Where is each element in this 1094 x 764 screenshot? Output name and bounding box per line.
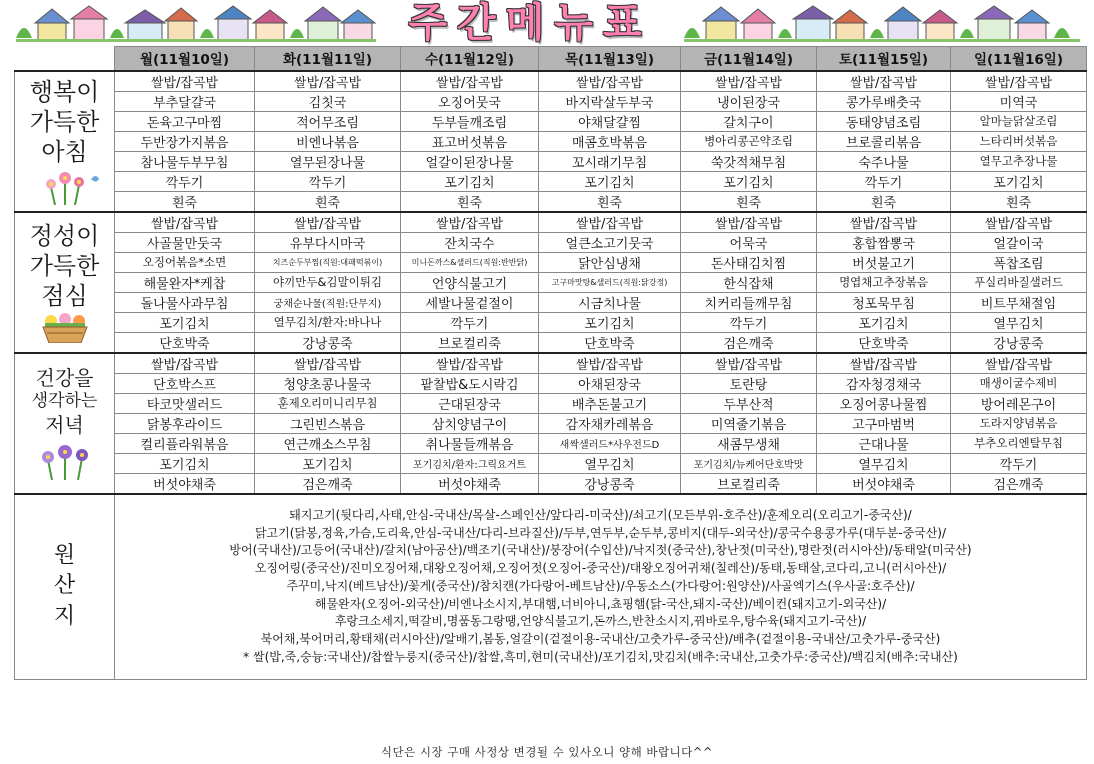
menu-cell: 포기김치 xyxy=(539,171,681,191)
menu-cell: 숙주나물 xyxy=(817,151,951,171)
origin-label-line-1: 원 xyxy=(53,542,76,568)
menu-cell: 두부산적 xyxy=(681,393,817,413)
porridge-cell: 흰죽 xyxy=(681,191,817,212)
lunch-row-2 xyxy=(15,232,1087,252)
menu-cell: 팥찰밥&도시락김 xyxy=(401,373,539,393)
menu-cell: 포기김치 xyxy=(681,171,817,191)
menu-cell: 두반장가지볶음 xyxy=(115,131,255,151)
menu-cell: 표고버섯볶음 xyxy=(401,131,539,151)
menu-cell: 아채된장국 xyxy=(539,373,681,393)
porridge-cell: 브로컬리죽 xyxy=(681,473,817,494)
menu-cell: 쌀밥/잡곡밥 xyxy=(817,212,951,233)
porridge-cell: 검은깨죽 xyxy=(681,332,817,353)
origin-row xyxy=(15,494,1087,680)
menu-cell: 폭찹조림 xyxy=(951,252,1087,272)
menu-cell: 쌀밥/잡곡밥 xyxy=(951,212,1087,233)
menu-cell: 근대된장국 xyxy=(401,393,539,413)
lunch-row-4 xyxy=(15,272,1087,292)
dinner-row-3 xyxy=(15,393,1087,413)
menu-cell: 열무김치 xyxy=(539,453,681,473)
porridge-cell: 검은깨죽 xyxy=(951,473,1087,494)
menu-cell: 쌀밥/잡곡밥 xyxy=(401,353,539,374)
menu-cell: 삼치양념구이 xyxy=(401,413,539,433)
dinner-label-line-3: 저녁 xyxy=(45,412,84,437)
menu-cell: 깍두기 xyxy=(681,312,817,332)
menu-cell: 열무고추장나물 xyxy=(951,151,1087,171)
origin-label-line-2: 산 xyxy=(53,573,76,599)
menu-cell: 쌀밥/잡곡밥 xyxy=(681,212,817,233)
menu-cell: 취나물들깨볶음 xyxy=(401,433,539,453)
breakfast-label-line-3: 아침 xyxy=(41,138,88,166)
menu-cell: 해물완자*케찹 xyxy=(115,272,255,292)
day-header-sun: 일(11월16일) xyxy=(951,47,1087,71)
menu-cell: 포기김치 xyxy=(539,312,681,332)
menu-cell: 갈치구이 xyxy=(681,111,817,131)
menu-cell: 방어레몬구이 xyxy=(951,393,1087,413)
menu-cell: 쌀밥/잡곡밥 xyxy=(255,71,401,92)
menu-cell: 깍두기 xyxy=(951,453,1087,473)
origin-line: 해물완자(오징어-외국산)/비엔나소시지,부대햄,너비아니,쵸핑햄(닭-국산,돼지-국산)/베이컨(돼지고기-외국산)/ xyxy=(314,596,887,611)
menu-cell: 타코맛샐러드 xyxy=(115,393,255,413)
menu-cell: 쌀밥/잡곡밥 xyxy=(115,212,255,233)
breakfast-row-1 xyxy=(15,71,1087,92)
origin-line: 오징어링(중국산)/진미오징어채,대왕오징어채,오징어젓(오징어-중국산)/대왕오징어귀채(칠레산)/동태,동태살,코다리,고니(러시아산)/ xyxy=(254,561,947,576)
lunch-label-line-2: 가득한 xyxy=(29,252,100,280)
dinner-label-cell xyxy=(15,353,115,494)
menu-cell: 시금치나물 xyxy=(539,292,681,312)
lunch-label-line-3: 점심 xyxy=(41,282,88,310)
breakfast-row-2 xyxy=(15,91,1087,111)
menu-cell: 쑥갓적채무침 xyxy=(681,151,817,171)
porridge-cell: 단호박죽 xyxy=(817,332,951,353)
menu-cell: 적어무조림 xyxy=(255,111,401,131)
menu-cell: 쌀밥/잡곡밥 xyxy=(681,353,817,374)
lunch-row-3 xyxy=(15,252,1087,272)
menu-cell: 부추오리엔탈무침 xyxy=(951,433,1087,453)
menu-cell: 미역줄기볶음 xyxy=(681,413,817,433)
menu-cell: 얼갈이된장나물 xyxy=(401,151,539,171)
menu-cell: 참나물두부무침 xyxy=(115,151,255,171)
menu-cell: 연근깨소스무침 xyxy=(255,433,401,453)
menu-cell: 돌나물사과무침 xyxy=(115,292,255,312)
porridge-cell: 브로컬리죽 xyxy=(401,332,539,353)
porridge-cell: 단호박죽 xyxy=(539,332,681,353)
dinner-porridge-row xyxy=(15,473,1087,494)
menu-cell: 꼬시래기무침 xyxy=(539,151,681,171)
porridge-cell: 흰죽 xyxy=(951,191,1087,212)
menu-cell: 돈사태김치찜 xyxy=(681,252,817,272)
houses-decoration-right xyxy=(684,4,1080,42)
menu-cell: 쌀밥/잡곡밥 xyxy=(539,353,681,374)
flower-icon xyxy=(25,169,105,205)
menu-cell: 포기김치/환자:그릭요거트 xyxy=(401,453,539,473)
porridge-cell: 흰죽 xyxy=(539,191,681,212)
breakfast-row-4 xyxy=(15,131,1087,151)
menu-cell: 브로콜리볶음 xyxy=(817,131,951,151)
dinner-row-2 xyxy=(15,373,1087,393)
menu-cell: 비트무채절임 xyxy=(951,292,1087,312)
menu-cell: 포기김치 xyxy=(255,453,401,473)
menu-cell: 닭봉후라이드 xyxy=(115,413,255,433)
page-title: 주간메뉴표 xyxy=(408,0,652,46)
menu-cell: 열무김치 xyxy=(817,453,951,473)
breakfast-label-cell xyxy=(15,71,115,212)
dinner-row-1 xyxy=(15,353,1087,374)
porridge-cell: 검은깨죽 xyxy=(255,473,401,494)
menu-cell: 느타리버섯볶음 xyxy=(951,131,1087,151)
menu-cell: 돈육고구마찜 xyxy=(115,111,255,131)
menu-cell: 바지락살두부국 xyxy=(539,91,681,111)
origin-line: 북어채,북어머리,황태채(러시아산)/알배기,봄동,얼갈이(겉절이용-국내산/고춧가루-중국산)/배추(겉절이용-국내산/고춧가루-중국산) xyxy=(260,632,941,646)
origin-line: 방어(국내산)/고등어(국내산)/갈치(남아공산)/백조기(국내산)/붕장어(수입산)/낙지젓(중국산),창난젓(미국산),명란젓(러시아산)/동태알(미국산) xyxy=(229,543,972,558)
menu-cell: 배추돈불고기 xyxy=(539,393,681,413)
menu-cell: 궁채순나물(직원:단무지) xyxy=(255,292,401,312)
menu-cell: 콩가루배춧국 xyxy=(817,91,951,111)
menu-cell: 얼갈이국 xyxy=(951,232,1087,252)
weekly-menu-table xyxy=(14,46,1087,680)
menu-cell: 포기김치 xyxy=(115,312,255,332)
menu-cell: 닭안심냉채 xyxy=(539,252,681,272)
menu-cell: 세발나물겉절이 xyxy=(401,292,539,312)
menu-cell: 얼큰소고기뭇국 xyxy=(539,232,681,252)
menu-cell: 포기김치 xyxy=(401,171,539,191)
menu-cell: 도라지양념볶음 xyxy=(951,413,1087,433)
dinner-row-5 xyxy=(15,433,1087,453)
menu-cell: 열무김치/환자:바나나 xyxy=(255,312,401,332)
menu-cell: 치즈순두부찜(직원:대패떡볶이) xyxy=(255,252,401,272)
porridge-cell: 강낭콩죽 xyxy=(539,473,681,494)
lunch-label-cell xyxy=(15,212,115,353)
porridge-cell: 흰죽 xyxy=(401,191,539,212)
breakfast-porridge-row xyxy=(15,191,1087,212)
menu-cell: 쌀밥/잡곡밥 xyxy=(115,71,255,92)
porridge-cell: 강낭콩죽 xyxy=(951,332,1087,353)
dinner-row-4 xyxy=(15,413,1087,433)
dinner-label-line-2: 생각하는 xyxy=(31,391,98,412)
menu-cell: 새싹샐러드*사우전드D xyxy=(539,433,681,453)
lunch-row-1 xyxy=(15,212,1087,233)
menu-cell: 오징어볶음*소면 xyxy=(115,252,255,272)
origin-label-line-3: 지 xyxy=(53,604,76,630)
porridge-cell: 단호박죽 xyxy=(115,332,255,353)
menu-cell: 사골물만둣국 xyxy=(115,232,255,252)
menu-cell: 단호박스프 xyxy=(115,373,255,393)
menu-cell: 깍두기 xyxy=(255,171,401,191)
menu-cell: 토란탕 xyxy=(681,373,817,393)
menu-cell: 오징어뭇국 xyxy=(401,91,539,111)
lunch-row-6 xyxy=(15,312,1087,332)
breakfast-row-5 xyxy=(15,151,1087,171)
menu-cell: 언양식불고기 xyxy=(401,272,539,292)
porridge-cell: 버섯야채죽 xyxy=(401,473,539,494)
day-header-thu: 목(11월13일) xyxy=(539,47,681,71)
porridge-cell: 흰죽 xyxy=(115,191,255,212)
porridge-cell: 버섯야채죽 xyxy=(115,473,255,494)
menu-cell: 쌀밥/잡곡밥 xyxy=(951,71,1087,92)
menu-cell: 열무된장나물 xyxy=(255,151,401,171)
lunch-row-5 xyxy=(15,292,1087,312)
menu-cell: 열무김치 xyxy=(951,312,1087,332)
origin-line: 주꾸미,낙지(베트남산)/꽃게(중국산)/참치캔(가다랑어-베트남산)/우동소스(가다랑어:원양산)/사골엑기스(우사골:호주산)/ xyxy=(286,578,915,593)
origin-label-cell xyxy=(15,494,115,680)
menu-cell: 매콤호박볶음 xyxy=(539,131,681,151)
menu-cell: 잔치국수 xyxy=(401,232,539,252)
menu-cell: 포기김치 xyxy=(817,312,951,332)
menu-cell: 야끼만두&김말이튀김 xyxy=(255,272,401,292)
menu-cell: 고구마맛탕&샐러드(직원:닭강정) xyxy=(539,272,681,292)
menu-cell: 깍두기 xyxy=(401,312,539,332)
menu-cell: 알마늘닭살조림 xyxy=(951,111,1087,131)
porridge-cell: 흰죽 xyxy=(255,191,401,212)
menu-cell: 쌀밥/잡곡밥 xyxy=(115,353,255,374)
menu-cell: 감자청경채국 xyxy=(817,373,951,393)
menu-cell: 컬리플라워볶음 xyxy=(115,433,255,453)
menu-cell: 근대나물 xyxy=(817,433,951,453)
footer-note: 식단은 시장 구매 사정상 변경될 수 있사오니 양해 바랍니다^^ xyxy=(380,745,714,759)
page-header xyxy=(0,0,1094,46)
day-header-tue: 화(11월11일) xyxy=(255,47,401,71)
corner-cell xyxy=(15,47,115,71)
menu-cell: 김칫국 xyxy=(255,91,401,111)
day-header-row xyxy=(15,47,1087,71)
menu-cell: 깍두기 xyxy=(817,171,951,191)
menu-cell: 포기김치/뉴케어단호박맛 xyxy=(681,453,817,473)
purple-flower-icon xyxy=(30,440,100,480)
menu-cell: 동태양념조림 xyxy=(817,111,951,131)
breakfast-row-3 xyxy=(15,111,1087,131)
menu-cell: 유부다시마국 xyxy=(255,232,401,252)
menu-cell: 새콤무생채 xyxy=(681,433,817,453)
menu-cell: 쌀밥/잡곡밥 xyxy=(255,212,401,233)
menu-cell: 치커리들깨무침 xyxy=(681,292,817,312)
menu-cell: 버섯불고기 xyxy=(817,252,951,272)
menu-cell: 깍두기 xyxy=(115,171,255,191)
breakfast-label-line-1: 행복이 xyxy=(29,78,100,106)
menu-cell: 미역국 xyxy=(951,91,1087,111)
dinner-label-line-1: 건강을 xyxy=(35,366,94,391)
menu-cell: 냉이된장국 xyxy=(681,91,817,111)
menu-cell: 두부들깨조림 xyxy=(401,111,539,131)
breakfast-label-line-2: 가득한 xyxy=(29,108,100,136)
houses-decoration-left xyxy=(16,4,376,42)
day-header-mon: 월(11월10일) xyxy=(115,47,255,71)
menu-cell: 야채달걀찜 xyxy=(539,111,681,131)
menu-cell: 쌀밥/잡곡밥 xyxy=(539,71,681,92)
menu-cell: 그린빈스볶음 xyxy=(255,413,401,433)
menu-cell: 쌀밥/잡곡밥 xyxy=(681,71,817,92)
origin-text-cell xyxy=(115,494,1087,680)
menu-cell: 포기김치 xyxy=(115,453,255,473)
menu-cell: 병아리콩곤약조림 xyxy=(681,131,817,151)
origin-line: 후랑크소세지,떡갈비,명품동그랑땡,언양식불고기,돈까스,반찬소시지,꿔바로우,탕수육(돼지고기-국산)/ xyxy=(334,614,867,629)
menu-cell: 훈제오리미니리무침 xyxy=(255,393,401,413)
menu-cell: 쌀밥/잡곡밥 xyxy=(401,71,539,92)
menu-cell: 오징어콩나물찜 xyxy=(817,393,951,413)
origin-line: * 쌀(밥,죽,숭늉:국내산)/찹쌀누룽지(중국산)/찹쌀,흑미,현미(국내산)/포기김치,맛김치(배추:국내산,고춧가루:중국산)/백김치(배추:국내산) xyxy=(243,649,958,664)
menu-cell: 어묵국 xyxy=(681,232,817,252)
day-header-wed: 수(11월12일) xyxy=(401,47,539,71)
porridge-cell: 강낭콩죽 xyxy=(255,332,401,353)
origin-line: 돼지고기(뒷다리,사태,안심-국내산/목살-스페인산/앞다리-미국산)/쇠고기(모든부위-호주산)/훈제오리(오리고기-중국산)/ xyxy=(289,508,912,523)
menu-cell: 청양초콩나물국 xyxy=(255,373,401,393)
menu-cell: 부추달걀국 xyxy=(115,91,255,111)
menu-cell: 감자채카레볶음 xyxy=(539,413,681,433)
menu-cell: 푸실리바질샐러드 xyxy=(951,272,1087,292)
menu-cell: 쌀밥/잡곡밥 xyxy=(817,71,951,92)
menu-cell: 비엔나볶음 xyxy=(255,131,401,151)
dinner-row-6 xyxy=(15,453,1087,473)
porridge-cell: 흰죽 xyxy=(817,191,951,212)
menu-cell: 쌀밥/잡곡밥 xyxy=(817,353,951,374)
menu-cell: 쌀밥/잡곡밥 xyxy=(401,212,539,233)
day-header-fri: 금(11월14일) xyxy=(681,47,817,71)
porridge-cell: 버섯야채죽 xyxy=(817,473,951,494)
menu-cell: 고구마범벅 xyxy=(817,413,951,433)
lunch-label-line-1: 정성이 xyxy=(29,222,100,250)
menu-cell: 쌀밥/잡곡밥 xyxy=(255,353,401,374)
lunch-porridge-row xyxy=(15,332,1087,353)
menu-cell: 포기김치 xyxy=(951,171,1087,191)
menu-cell: 미니돈까스&샐러드(직원:반반닭) xyxy=(401,252,539,272)
breakfast-row-6 xyxy=(15,171,1087,191)
menu-cell: 명엽채고추장볶음 xyxy=(817,272,951,292)
flowerpot-icon xyxy=(33,313,97,343)
menu-cell: 청포묵무침 xyxy=(817,292,951,312)
menu-cell: 쌀밥/잡곡밥 xyxy=(951,353,1087,374)
menu-cell: 쌀밥/잡곡밥 xyxy=(539,212,681,233)
origin-line: 닭고기(닭봉,정육,가슴,도리육,안심-국내산/다리-브라질산)/두부,연두부,순두부,콩비지(대두-외국산)/콩국수용콩가루(대두분-중국산)/ xyxy=(254,525,947,540)
menu-cell: 매생이굴수제비 xyxy=(951,373,1087,393)
day-header-sat: 토(11월15일) xyxy=(817,47,951,71)
menu-cell: 홍합짬뽕국 xyxy=(817,232,951,252)
menu-cell: 한식잡채 xyxy=(681,272,817,292)
